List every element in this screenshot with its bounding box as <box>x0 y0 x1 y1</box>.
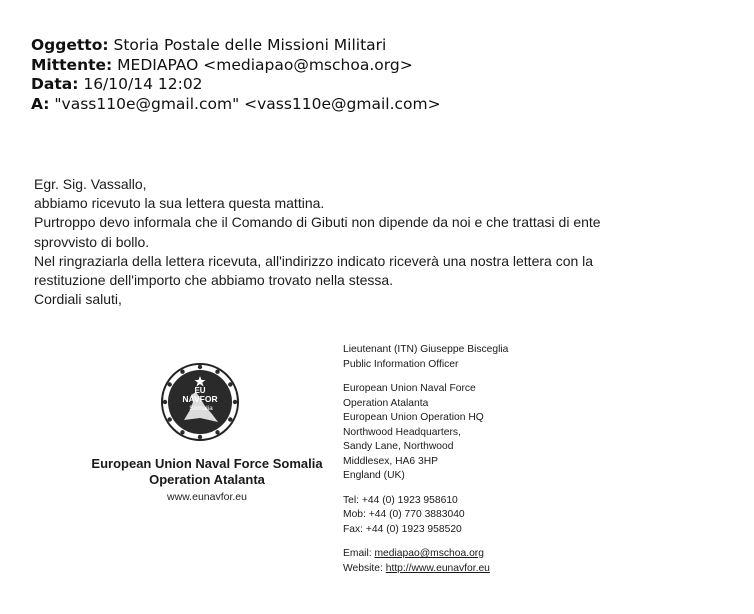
signature-name: Lieutenant (ITN) Giuseppe Bisceglia <box>343 344 509 355</box>
phone-fax: Fax: +44 (0) 1923 958520 <box>343 523 462 535</box>
body-line: Egr. Sig. Vassallo, <box>34 176 147 192</box>
organization-url: www.eunavfor.eu <box>167 491 247 503</box>
body-line: sprovvisto di bollo. <box>34 233 150 250</box>
signature-block <box>343 343 508 576</box>
body-line: Purtroppo devo informala che il Comando di Gibuti non dipende da noi e che trattasi di ente <box>34 214 601 231</box>
organization-name <box>60 456 354 488</box>
subject-label: Oggetto: <box>31 36 109 54</box>
phone-mob: Mob: +44 (0) 770 3883040 <box>343 509 465 520</box>
body-line: restituzione dell'importo che abbiamo trovato nella stessa. <box>34 272 394 289</box>
address-line: European Union Operation HQ <box>343 412 484 423</box>
address-line: Middlesex, HA6 3HP <box>343 455 438 467</box>
logo-somalia-text: Somalia <box>189 405 213 412</box>
date-value: 16/10/14 12:02 <box>78 75 203 93</box>
org-name-line2: Operation Atalanta <box>149 472 265 487</box>
website-label: Website: <box>343 562 386 574</box>
org-name-line1: European Union Naval Force Somalia <box>91 456 323 471</box>
website-link[interactable]: http://www.eunavfor.eu <box>385 562 490 574</box>
email-row <box>343 547 508 562</box>
sender-value: MEDIAPAO <mediapao@mschoa.org> <box>112 55 413 74</box>
phone-tel: Tel: +44 (0) 1923 958610 <box>343 494 458 506</box>
body-line: Cordiali saluti, <box>34 291 122 308</box>
to-label: A: <box>31 94 50 113</box>
to-value: "vass110e@gmail.com" <vass110e@gmail.com> <box>49 94 441 113</box>
letter-body <box>34 175 734 309</box>
date-label: Data: <box>31 75 79 93</box>
sender-label: Mittente: <box>31 55 113 74</box>
eunavfor-emblem-icon <box>160 362 240 442</box>
body-line: Nel ringraziarla della lettera ricevuta, all'indirizzo indicato riceverà una nostra lettera con la <box>34 252 594 269</box>
email-header <box>31 36 441 114</box>
address-line: European Union Naval Force <box>343 383 476 394</box>
signature-role: Public Information Officer <box>343 358 459 370</box>
address-line: Northwood Headquarters, <box>343 426 461 438</box>
eunavfor-logo <box>160 362 240 442</box>
address-line: Sandy Lane, Northwood <box>343 441 454 452</box>
email-label: Email: <box>343 548 375 559</box>
logo-eu-text: EU <box>194 386 206 395</box>
body-line: abbiamo ricevuto la sua lettera questa mattina. <box>34 195 325 212</box>
email-link[interactable]: mediapao@mschoa.org <box>374 548 484 559</box>
address-line: England (UK) <box>343 470 405 481</box>
address-line: Operation Atalanta <box>343 397 429 409</box>
sender-row <box>31 56 441 76</box>
date-row <box>31 75 441 95</box>
to-row <box>31 95 441 115</box>
subject-value: Storia Postale delle Missioni Militari <box>108 36 387 54</box>
website-row <box>343 562 508 577</box>
logo-navfor-text: NAVFOR <box>182 394 218 404</box>
subject-row <box>31 36 441 56</box>
